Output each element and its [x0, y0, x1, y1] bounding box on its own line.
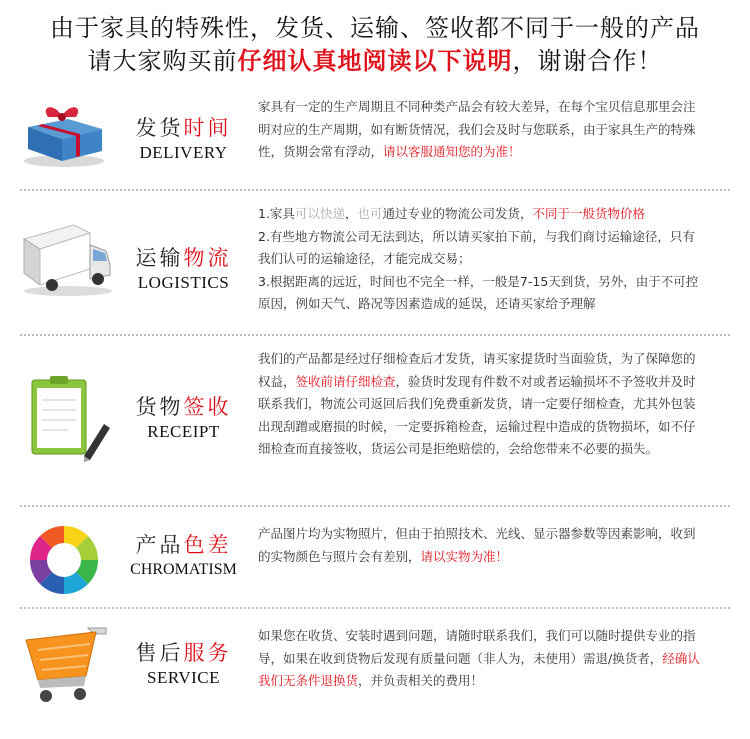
divider	[20, 334, 730, 336]
service-label	[116, 640, 251, 688]
logistics-title-en: LOGISTICS	[137, 273, 230, 292]
delivery-title-cn: 发货时间	[135, 116, 232, 140]
section-receipt	[0, 348, 750, 498]
service-highlight: 经确认我们无条件退换货	[258, 650, 700, 689]
section-chromatism	[0, 520, 750, 610]
logistics-text	[258, 203, 703, 316]
receipt-title-cn: 货物签收	[135, 395, 232, 419]
divider	[20, 505, 730, 507]
logistics-item-3: 3.根据距离的远近，时间也不完全一样，一般是7-15天到货，另外，由于不可控原因，例如天气、路况等因素造成的延误，还请买家给予理解	[258, 273, 699, 312]
divider	[20, 607, 730, 609]
header-line-2	[0, 44, 750, 78]
divider	[20, 189, 730, 191]
gift-box-icon	[18, 97, 110, 173]
service-text: 如果您在收货、安装时遇到问题，请随时联系我们，我们可以随时提供专业的指导，如果在收到货物后发现有质量问题（非人为，未使用）需退/换货者，经确认我们无条件退换货，并负责相关的费用！	[258, 628, 700, 689]
receipt-highlight: 签收前请仔细检查	[295, 373, 396, 389]
section-logistics	[0, 203, 750, 328]
logistics-title-cn: 运输物流	[135, 246, 232, 270]
service-title-en: SERVICE	[147, 668, 220, 687]
delivery-text: 家具有一定的生产周期且不同种类产品会有较大差异，在每个宝贝信息那里会注明对应的生产周期，如有断货情况，我们会及时与您联系，由于家具生产的特殊性，货期会常有浮动，请以客服通知您的为准！	[258, 99, 696, 160]
chromatism-highlight: 请以实物为准！	[420, 548, 509, 564]
chromatism-text: 产品图片均为实物照片，但由于拍照技术、光线、显示器参数等因素影响，收到的实物颜色与照片会有差别，请以实物为准！	[258, 526, 696, 564]
header-line-2-highlight: 仔细认真地阅读以下说明	[237, 47, 513, 75]
logistics-item-1: 1.家具可以快递，也可通过专业的物流公司发货，不同于一般货物价格	[258, 206, 646, 221]
receipt-text: 我们的产品都是经过仔细检查后才发货，请买家提货时当面验货，为了保障您的权益，签收前请仔细检查，验货时发现有件数不对或者运输损坏不予签收并及时联系我们，物流公司返回后我们免费重新发货，请一定要仔细检查，尤其外包装出现刮蹭或磨损的时候，一定要拆箱检查，运输过程中造成的货物损坏，如不仔细检查而直接签收，货运公司是拒绝赔偿的，会给您带来不必要的损失。	[258, 351, 696, 457]
header-line-1: 由于家具的特殊性，发货、运输、签收都不同于一般的产品	[50, 14, 700, 42]
clipboard-pen-icon	[18, 372, 114, 472]
color-wheel-icon	[18, 522, 110, 600]
receipt-title-en: RECEIPT	[147, 422, 220, 441]
receipt-label	[116, 394, 251, 442]
shopping-cart-icon	[18, 622, 114, 710]
service-title-cn: 售后服务	[135, 641, 232, 665]
section-service	[0, 622, 750, 717]
header-line-2-prefix: 请大家购买前	[87, 47, 238, 75]
chromatism-title-cn: 产品色差	[135, 533, 232, 557]
truck-icon	[18, 215, 114, 303]
chromatism-title-en: CHROMATISM	[130, 561, 237, 578]
header	[0, 12, 750, 78]
logistics-item-2: 2.有些地方物流公司无法到达，所以请买家拍下前，与我们商讨运输途径，只有我们认可的运输途径，才能完成交易；	[258, 228, 695, 267]
delivery-label	[116, 115, 251, 163]
header-line-2-suffix: ，谢谢合作！	[512, 47, 663, 75]
delivery-highlight: 请以客服通知您的为准！	[383, 144, 521, 160]
chromatism-label	[116, 532, 251, 580]
section-delivery	[0, 93, 750, 183]
logistics-label	[116, 245, 251, 293]
delivery-title-en: DELIVERY	[139, 143, 228, 162]
